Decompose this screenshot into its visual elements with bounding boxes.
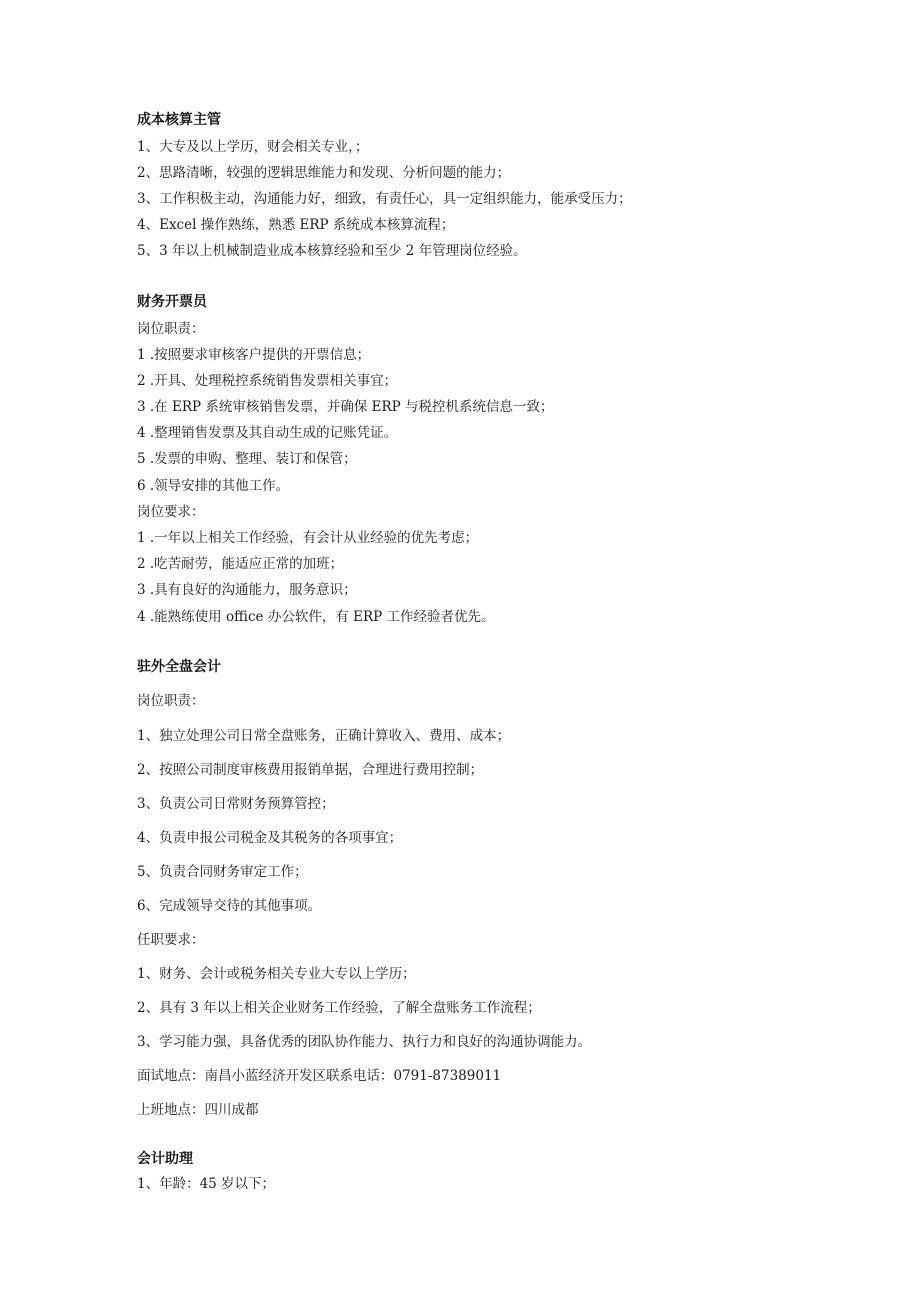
list-item: 1、财务、会计或税务相关专业大专以上学历； xyxy=(137,966,416,982)
subheading: 岗位职责： xyxy=(137,321,205,337)
list-item: 1、大专及以上学历，财会相关专业，； xyxy=(137,139,369,155)
list-item: 1 .一年以上相关工作经验，有会计从业经验的优先考虑； xyxy=(137,530,479,546)
list-item: 3、学习能力强，具备优秀的团队协作能力、执行力和良好的沟通协调能力。 xyxy=(137,1034,592,1050)
subheading: 任职要求： xyxy=(137,932,205,948)
list-item: 4、Excel 操作熟练，熟悉 ERP 系统成本核算流程； xyxy=(137,217,455,233)
list-item: 4 .整理销售发票及其自动生成的记账凭证。 xyxy=(137,425,398,441)
list-item: 3 .在 ERP 系统审核销售发票，并确保 ERP 与税控机系统信息一致； xyxy=(137,399,554,415)
list-item: 5 .发票的申购、整理、装订和保管； xyxy=(137,451,357,467)
list-item: 1 .按照要求审核客户提供的开票信息； xyxy=(137,347,371,363)
list-item: 6 .领导安排的其他工作。 xyxy=(137,478,290,494)
list-item: 5、负责合同财务审定工作； xyxy=(137,864,308,880)
list-item: 3 .具有良好的沟通能力，服务意识； xyxy=(137,582,357,598)
list-item: 2、具有 3 年以上相关企业财务工作经验，了解全盘账务工作流程； xyxy=(137,1000,541,1016)
list-item: 4、负责申报公司税金及其税务的各项事宜； xyxy=(137,830,403,846)
list-item: 2 .吃苦耐劳，能适应正常的加班； xyxy=(137,556,344,572)
list-item: 3、工作积极主动，沟通能力好，细致，有责任心，具一定组织能力，能承受压力； xyxy=(137,191,632,207)
list-item: 3、负责公司日常财务预算管控； xyxy=(137,796,335,812)
list-item: 6、完成领导交待的其他事项。 xyxy=(137,898,322,914)
subheading: 岗位职责： xyxy=(137,693,205,709)
list-item: 5、3 年以上机械制造业成本核算经验和至少 2 年管理岗位经验。 xyxy=(137,243,527,259)
list-item: 2、思路清晰，较强的逻辑思维能力和发现、分析问题的能力； xyxy=(137,165,511,181)
list-item: 2 .开具、处理税控系统销售发票相关事宜； xyxy=(137,373,398,389)
list-item: 1、年龄：45 岁以下； xyxy=(137,1176,276,1192)
contact-line: 面试地点：南昌小蓝经济开发区联系电话：0791-87389011 xyxy=(137,1068,502,1084)
location-line: 上班地点：四川成都 xyxy=(137,1102,259,1118)
section-title: 会计助理 xyxy=(137,1151,193,1167)
list-item: 2、按照公司制度审核费用报销单据，合理进行费用控制； xyxy=(137,762,484,778)
subheading: 岗位要求： xyxy=(137,504,205,520)
section-title: 驻外全盘会计 xyxy=(137,659,221,675)
section-title: 财务开票员 xyxy=(137,294,207,310)
list-item: 4 .能熟练使用 office 办公软件，有 ERP 工作经验者优先。 xyxy=(137,609,495,625)
list-item: 1、独立处理公司日常全盘账务，正确计算收入、费用、成本； xyxy=(137,728,511,744)
section-title: 成本核算主管 xyxy=(137,112,221,128)
